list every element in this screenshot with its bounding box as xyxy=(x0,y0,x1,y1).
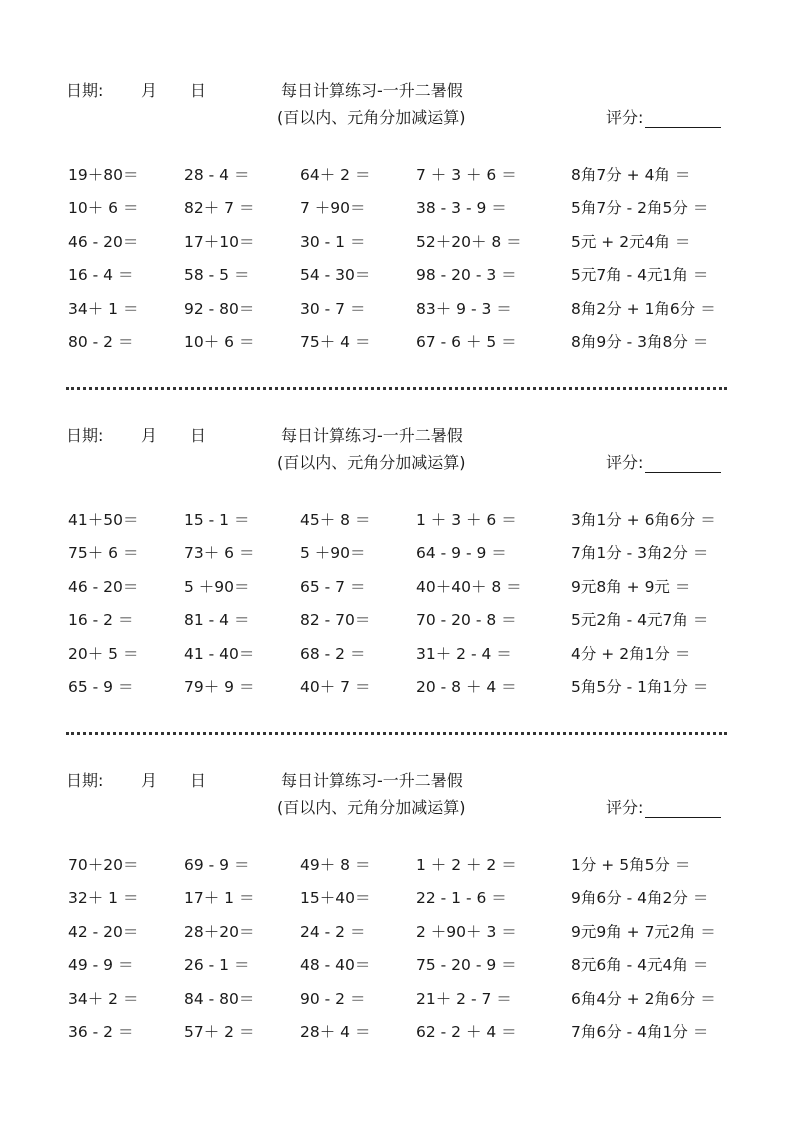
math-problem: 41 - 40＝ xyxy=(184,644,255,663)
worksheet-title: 每日计算练习-一升二暑假 xyxy=(281,771,463,790)
math-problem: 2 ＋90＋ 3 ＝ xyxy=(416,922,517,941)
math-problem: 36 - 2 ＝ xyxy=(68,1023,134,1041)
math-problem: 5角5分 - 1角1分 ＝ xyxy=(571,678,709,696)
math-problem: 75＋ 6 ＝ xyxy=(68,544,139,563)
math-problem: 65 - 7 ＝ xyxy=(300,577,366,596)
math-problem: 8角9分 - 3角8分 ＝ xyxy=(571,333,709,351)
math-problem: 32＋ 1 ＝ xyxy=(68,889,139,908)
math-problem: 10＋ 6 ＝ xyxy=(68,199,139,218)
math-problem: 67 - 6 ＋ 5 ＝ xyxy=(416,333,517,351)
math-problem: 70 - 20 - 8 ＝ xyxy=(416,611,517,630)
math-problem: 21＋ 2 - 7 ＝ xyxy=(416,989,512,1008)
math-problem: 15＋40＝ xyxy=(300,889,371,908)
score-blank-line[interactable] xyxy=(645,111,721,128)
math-problem: 82＋ 7 ＝ xyxy=(184,199,255,218)
math-problem: 75 - 20 - 9 ＝ xyxy=(416,956,517,975)
math-problem: 54 - 30＝ xyxy=(300,266,371,285)
math-problem: 34＋ 2 ＝ xyxy=(68,989,139,1008)
math-problem: 98 - 20 - 3 ＝ xyxy=(416,266,517,285)
day-label: 日 xyxy=(190,81,207,100)
math-problem: 49＋ 8 ＝ xyxy=(300,856,371,874)
math-problem: 9元8角 + 9元 ＝ xyxy=(571,577,691,596)
math-problem: 40＋40＋ 8 ＝ xyxy=(416,577,522,596)
math-problem: 8角2分 + 1角6分 ＝ xyxy=(571,299,716,318)
math-problem: 9元9角 + 7元2角 ＝ xyxy=(571,922,716,941)
worksheet-title: 每日计算练习-一升二暑假 xyxy=(281,426,463,445)
math-problem: 7角1分 - 3角2分 ＝ xyxy=(571,544,709,563)
math-problem: 16 - 2 ＝ xyxy=(68,611,134,630)
date-label: 日期: xyxy=(66,426,104,445)
math-problem: 92 - 80＝ xyxy=(184,299,255,318)
math-problem: 30 - 7 ＝ xyxy=(300,299,366,318)
math-problem: 49 - 9 ＝ xyxy=(68,956,134,975)
math-problem: 79＋ 9 ＝ xyxy=(184,678,255,696)
math-problem: 70＋20＝ xyxy=(68,856,139,874)
worksheet-subtitle: (百以内、元角分加减运算) xyxy=(277,108,466,127)
math-problem: 5元7角 - 4元1角 ＝ xyxy=(571,266,709,285)
worksheet-section xyxy=(0,0,793,351)
math-problem: 1 ＋ 2 ＋ 2 ＝ xyxy=(416,856,517,874)
score-field xyxy=(606,105,721,128)
month-label: 月 xyxy=(141,81,158,100)
math-problem: 28＋ 4 ＝ xyxy=(300,1023,371,1041)
math-problem: 5元 + 2元4角 ＝ xyxy=(571,232,691,251)
math-problem: 1 ＋ 3 ＋ 6 ＝ xyxy=(416,511,517,529)
month-label: 月 xyxy=(141,771,158,790)
math-problem: 26 - 1 ＝ xyxy=(184,956,250,975)
worksheet-subtitle: (百以内、元角分加减运算) xyxy=(277,798,466,817)
date-label: 日期: xyxy=(66,81,104,100)
math-problem: 17＋10＝ xyxy=(184,232,255,251)
math-problem: 7角6分 - 4角1分 ＝ xyxy=(571,1023,709,1041)
math-problem: 28＋20＝ xyxy=(184,922,255,941)
math-problem: 5 ＋90＝ xyxy=(300,544,366,563)
math-problem: 31＋ 2 - 4 ＝ xyxy=(416,644,512,663)
math-problem: 10＋ 6 ＝ xyxy=(184,333,255,351)
math-problem: 17＋ 1 ＝ xyxy=(184,889,255,908)
math-problem: 38 - 3 - 9 ＝ xyxy=(416,199,507,218)
math-problem: 6角4分 + 2角6分 ＝ xyxy=(571,989,716,1008)
math-problem: 3角1分 + 6角6分 ＝ xyxy=(571,511,716,529)
math-problem: 8元6角 - 4元4角 ＝ xyxy=(571,956,709,975)
math-problem: 20＋ 5 ＝ xyxy=(68,644,139,663)
math-problem: 7 ＋90＝ xyxy=(300,199,366,218)
math-problem: 7 ＋ 3 ＋ 6 ＝ xyxy=(416,166,517,184)
math-problem: 34＋ 1 ＝ xyxy=(68,299,139,318)
math-problem: 9角6分 - 4角2分 ＝ xyxy=(571,889,709,908)
math-problem: 62 - 2 ＋ 4 ＝ xyxy=(416,1023,517,1041)
math-problem: 24 - 2 ＝ xyxy=(300,922,366,941)
math-problem: 41＋50＝ xyxy=(68,511,139,529)
worksheet-section xyxy=(0,690,793,1041)
math-problem: 81 - 4 ＝ xyxy=(184,611,250,630)
month-label: 月 xyxy=(141,426,158,445)
math-problem: 40＋ 7 ＝ xyxy=(300,678,371,696)
math-problem: 65 - 9 ＝ xyxy=(68,678,134,696)
day-label: 日 xyxy=(190,426,207,445)
day-label: 日 xyxy=(190,771,207,790)
math-problem: 15 - 1 ＝ xyxy=(184,511,250,529)
math-problem: 42 - 20＝ xyxy=(68,922,139,941)
math-problem: 64 - 9 - 9 ＝ xyxy=(416,544,507,563)
math-problem: 75＋ 4 ＝ xyxy=(300,333,371,351)
score-blank-line[interactable] xyxy=(645,456,721,473)
math-problem: 90 - 2 ＝ xyxy=(300,989,366,1008)
math-problem: 46 - 20＝ xyxy=(68,577,139,596)
math-problem: 52＋20＋ 8 ＝ xyxy=(416,232,522,251)
math-problem: 68 - 2 ＝ xyxy=(300,644,366,663)
math-problem: 45＋ 8 ＝ xyxy=(300,511,371,529)
worksheet-title: 每日计算练习-一升二暑假 xyxy=(281,81,463,100)
math-problem: 82 - 70＝ xyxy=(300,611,371,630)
math-problem: 73＋ 6 ＝ xyxy=(184,544,255,563)
math-problem: 48 - 40＝ xyxy=(300,956,371,975)
date-label: 日期: xyxy=(66,771,104,790)
math-problem: 80 - 2 ＝ xyxy=(68,333,134,351)
math-problem: 57＋ 2 ＝ xyxy=(184,1023,255,1041)
math-problem: 5角7分 - 2角5分 ＝ xyxy=(571,199,709,218)
math-problem: 8角7分 + 4角 ＝ xyxy=(571,166,691,184)
score-field xyxy=(606,795,721,818)
score-label: 评分: xyxy=(606,798,644,817)
math-problem: 69 - 9 ＝ xyxy=(184,856,250,874)
math-problem: 19＋80＝ xyxy=(68,166,139,184)
math-problem: 84 - 80＝ xyxy=(184,989,255,1008)
math-problem: 4分 + 2角1分 ＝ xyxy=(571,644,691,663)
worksheet-subtitle: (百以内、元角分加减运算) xyxy=(277,453,466,472)
math-problem: 16 - 4 ＝ xyxy=(68,266,134,285)
score-label: 评分: xyxy=(606,108,644,127)
math-problem: 83＋ 9 - 3 ＝ xyxy=(416,299,512,318)
math-problem: 20 - 8 ＋ 4 ＝ xyxy=(416,678,517,696)
math-problem: 5元2角 - 4元7角 ＝ xyxy=(571,611,709,630)
score-blank-line[interactable] xyxy=(645,801,721,818)
math-problem: 22 - 1 - 6 ＝ xyxy=(416,889,507,908)
math-problem: 1分 + 5角5分 ＝ xyxy=(571,856,691,874)
score-label: 评分: xyxy=(606,453,644,472)
math-problem: 46 - 20＝ xyxy=(68,232,139,251)
math-problem: 30 - 1 ＝ xyxy=(300,232,366,251)
math-problem: 64＋ 2 ＝ xyxy=(300,166,371,184)
math-problem: 28 - 4 ＝ xyxy=(184,166,250,184)
math-problem: 5 ＋90＝ xyxy=(184,577,250,596)
score-field xyxy=(606,450,721,473)
math-problem: 58 - 5 ＝ xyxy=(184,266,250,285)
worksheet-section xyxy=(0,345,793,696)
